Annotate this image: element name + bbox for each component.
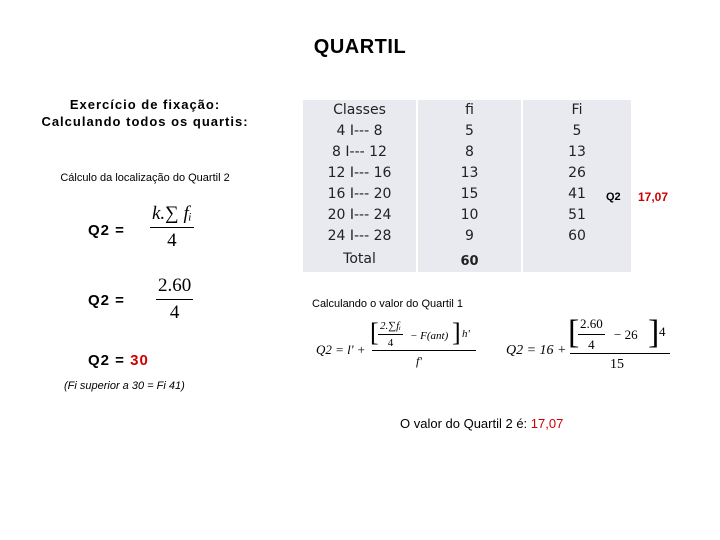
table-cell: 41 [568,186,586,202]
classes-column [303,100,416,272]
page-title: QUARTIL [313,36,407,58]
table-cell: 8 [465,144,474,160]
table-cell: 16 I--- 20 [327,186,392,202]
table-cell: 20 I--- 24 [327,207,392,223]
q2-row-value: 17,07 [638,190,669,204]
header-Fi: Fi [571,102,583,118]
table-cell: 5 [465,123,474,139]
location-caption: Cálculo da localização do Quartil 2 [60,172,230,184]
formula-numeric-denominator: 4 [169,302,180,323]
total-label: Total [343,251,376,267]
general-inner-minus: − F(ant) [410,330,449,342]
q2-position-value: 30 [130,352,149,369]
table-cell: 8 I--- 12 [332,144,387,160]
numeric-h: 4 [659,324,666,339]
table-cell: 51 [568,207,586,223]
table-cell: 9 [465,228,474,244]
numeric-inner-minus: − 26 [614,327,638,342]
general-quartile-formula [316,318,496,372]
frequency-table [303,100,631,272]
exercise-line-1: Exercício de fixação: [69,97,221,112]
header-fi: fi [465,102,474,118]
q2-position-result: Q2 = 30 [88,352,149,369]
bracket-left: [ [370,318,379,347]
general-formula-lhs: Q2 = l' + [316,342,366,357]
general-h: h' [462,328,470,340]
q2-label-2: Q2 = [88,292,125,309]
general-den: f' [416,354,422,368]
table-cell: 10 [460,207,479,223]
formula-numeric-location [156,275,193,324]
total-fi: 60 [460,254,479,269]
Fi-column [523,100,631,272]
final-result [400,416,563,431]
table-cell: 12 I--- 16 [327,165,392,181]
formula-location [150,203,194,252]
bracket-right: ] [452,318,461,347]
table-cell: 13 [568,144,586,160]
numeric-fraction-bar [570,353,670,354]
q2-label-1: Q2 = [88,222,125,239]
fi-note: (Fi superior a 30 = Fi 41) [64,380,185,392]
table-cell: 4 I--- 8 [336,123,383,139]
bracket-right: ] [648,314,660,351]
numeric-quartile-formula [506,316,686,376]
numeric-den: 15 [610,357,624,372]
table-cell: 15 [460,186,479,202]
q2-row-tag: Q2 [606,191,621,203]
table-cell: 13 [460,165,479,181]
header-classes: Classes [333,102,386,118]
bracket-left: [ [568,314,580,351]
final-result-text: O valor do Quartil 2 é: [400,416,531,431]
exercise-line-2: Calculando todos os quartis: [41,114,249,129]
general-fraction-bar [372,350,476,351]
numeric-formula-lhs: Q2 = 16 + [506,343,567,358]
formula-location-numerator: k.∑ fᵢ [150,203,194,228]
calc-caption: Calculando o valor do Quartil 1 [312,298,464,310]
general-inner-fraction: $\frac{\text{2.∑fᵢ}}{4}$ [380,320,401,349]
formula-location-denominator: 4 [167,230,177,251]
formula-numeric-numerator: 2.60 [156,275,193,300]
final-result-value: 17,07 [530,416,564,431]
table-cell: 24 I--- 28 [327,228,392,244]
exercise-heading [20,96,270,130]
table-cell: 26 [568,165,586,181]
table-cell: 5 [572,123,582,139]
table-cell: 60 [568,228,586,244]
numeric-inner-fraction: $\frac{2.60}{4}$ [580,316,603,352]
fi-column [418,100,521,272]
